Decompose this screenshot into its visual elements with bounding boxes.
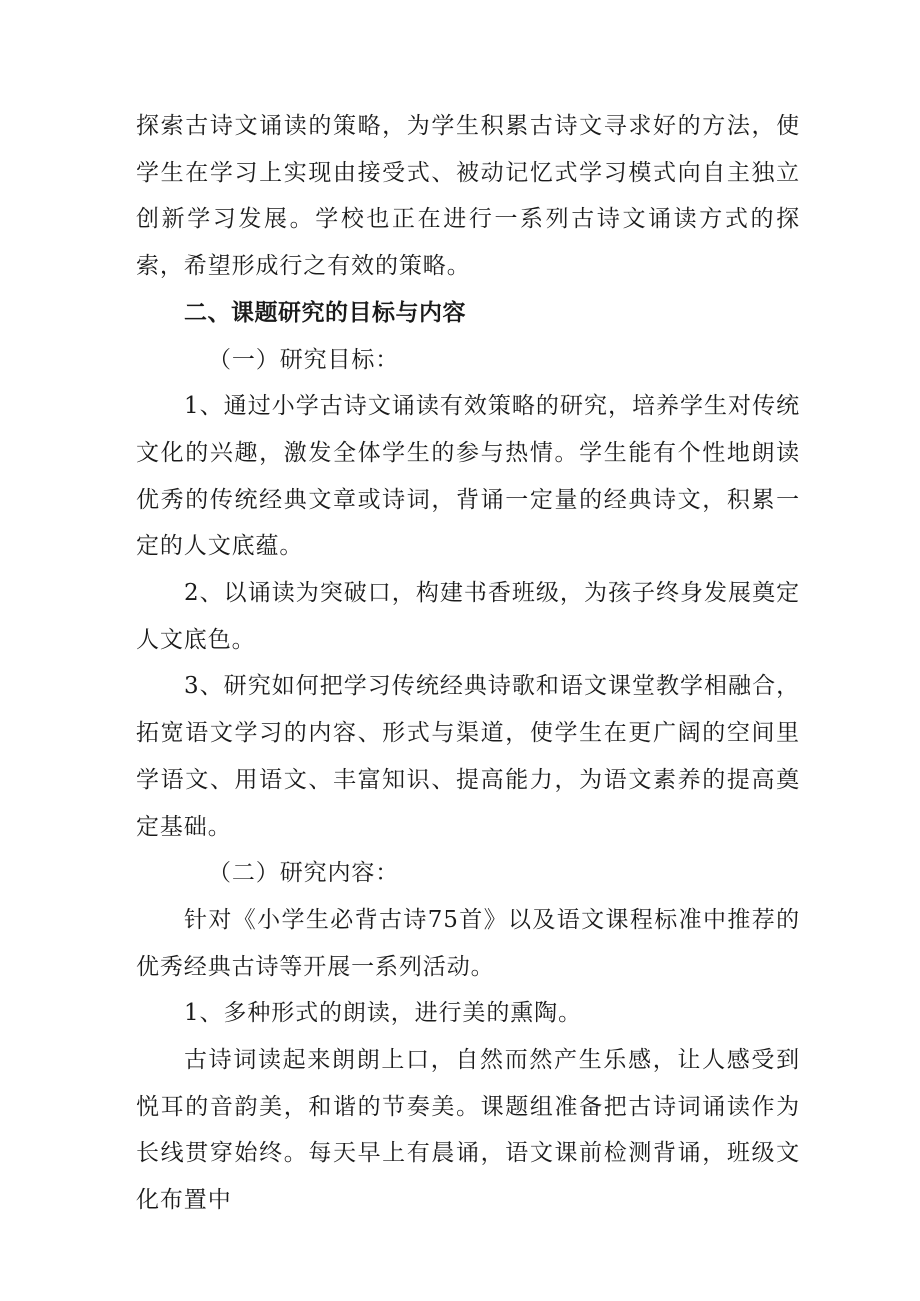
goal-item-3: 3、研究如何把学习传统经典诗歌和语文课堂教学相融合，拓宽语文学习的内容、形式与渠道，使学生在更广阔的空间里学语文、用语文、丰富知识、提高能力，为语文素养的提高奠定基础。 bbox=[136, 673, 800, 840]
goal-item-1: 1、通过小学古诗文诵读有效策略的研究，培养学生对传统文化的兴趣，激发全体学生的参与热情。学生能有个性地朗读优秀的传统经典文章或诗词，背诵一定量的经典诗文，积累一定的人文底蕴。 bbox=[136, 393, 800, 560]
paragraph-intro: 探索古诗文诵读的策略，为学生积累古诗文寻求好的方法，使学生在学习上实现由接受式、被动记忆式学习模式向自主独立创新学习发展。学校也正在进行一系列古诗文诵读方式的探索，希望形成行之有效的策略。 bbox=[136, 113, 800, 280]
subheading-research-goals: （一）研究目标： bbox=[208, 346, 400, 373]
content-intro: 针对《小学生必背古诗75首》以及语文课程标准中推荐的优秀经典古诗等开展一系列活动。 bbox=[136, 906, 800, 980]
goal-item-2: 2、以诵读为突破口，构建书香班级，为孩子终身发展奠定人文底色。 bbox=[136, 580, 800, 653]
content-item-1-body: 古诗词读起来朗朗上口，自然而然产生乐感，让人感受到悦耳的音韵美，和谐的节奏美。课题组准备把古诗词诵读作为长线贯穿始终。每天早上有晨诵，语文课前检测背诵，班级文化布置中 bbox=[136, 1047, 800, 1214]
section-heading-goals-content: 二、课题研究的目标与内容 bbox=[184, 299, 466, 326]
content-item-1-heading: 1、多种形式的朗读，进行美的熏陶。 bbox=[184, 1000, 582, 1027]
subheading-research-content: （二）研究内容： bbox=[208, 860, 400, 887]
